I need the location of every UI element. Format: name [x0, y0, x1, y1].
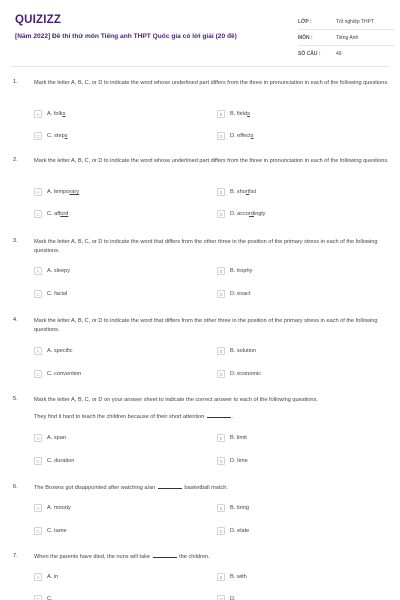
option-d[interactable]	[217, 210, 265, 218]
option-b[interactable]	[217, 188, 256, 196]
option-text: D. accordingly	[230, 211, 266, 217]
option-letter-box: B	[217, 504, 225, 512]
question-number: 1.	[13, 79, 18, 85]
option-c[interactable]	[34, 527, 67, 535]
option-b[interactable]	[217, 267, 252, 275]
document-header	[0, 0, 400, 68]
option-letter-box: A	[34, 110, 42, 118]
meta-value: Tiếng Anh	[336, 34, 359, 41]
option-c[interactable]	[34, 457, 74, 465]
option-text: A. moody	[47, 505, 71, 511]
option-text: A. sleepy	[47, 268, 71, 274]
option-b[interactable]	[217, 110, 250, 118]
meta-label: MÔN :	[298, 34, 313, 41]
option-b[interactable]	[217, 504, 249, 512]
question-text: Mark the letter A, B, C, or D to indicate the word whose underlined part differs from the three in pronunciation in each of the following questions.	[34, 158, 389, 164]
meta-row-grade	[298, 14, 394, 30]
option-letter-box: D	[217, 290, 225, 298]
question-text: The Browns got disappointed after watching a/an basketball match.	[34, 485, 228, 491]
option-text: B. solution	[230, 348, 257, 354]
option-a[interactable]	[34, 347, 73, 355]
option-text: A. in	[47, 574, 59, 580]
option-letter-box: C	[34, 370, 42, 378]
option-letter-box: B	[217, 347, 225, 355]
option-text: C. facial	[47, 291, 68, 297]
option-letter-box: D	[217, 132, 225, 140]
option-d[interactable]	[217, 370, 261, 378]
option-letter-box: A	[34, 267, 42, 275]
option-letter-box: C	[34, 290, 42, 298]
question-number: 5.	[13, 396, 18, 402]
option-text: D. economic	[230, 371, 262, 377]
option-c[interactable]	[34, 370, 81, 378]
option-letter-box: A	[34, 188, 42, 196]
document-title: [Năm 2022] Đề thi thử môn Tiếng anh THPT Quốc gia có lời giải (20 đề)	[15, 33, 237, 40]
option-letter-box: D	[217, 457, 225, 465]
option-text: C.	[47, 596, 53, 600]
option-text: B. fields	[230, 111, 250, 117]
option-letter-box: B	[217, 110, 225, 118]
question-number: 7.	[13, 553, 18, 559]
header-divider	[10, 66, 390, 67]
question-text: Mark the letter A, B, C, or D on your answer sheet to indicate the correct answer to each of the following questions.	[34, 397, 318, 403]
question-text: Mark the letter A, B, C, or D to indicate the word that differs from the other three in the position of the primary stress in each of the following questions.	[34, 239, 378, 254]
question-number: 4.	[13, 317, 18, 323]
question-number: 3.	[13, 238, 18, 244]
option-c[interactable]	[34, 595, 53, 600]
option-letter-box: B	[217, 267, 225, 275]
question-text: When the parents have died, the nuns will take the children.	[34, 554, 210, 560]
option-text: A. folks	[47, 111, 66, 117]
option-d[interactable]	[217, 457, 248, 465]
option-text: C. afford	[47, 211, 69, 217]
option-letter-box: C	[34, 210, 42, 218]
option-text: A. span	[47, 435, 66, 441]
option-text: C. duration	[47, 458, 75, 464]
option-d[interactable]	[217, 527, 249, 535]
question-number: 6.	[13, 484, 18, 490]
option-c[interactable]	[34, 210, 68, 218]
option-c[interactable]	[34, 132, 68, 140]
option-letter-box: B	[217, 573, 225, 581]
option-letter-box: D	[217, 370, 225, 378]
question-sentence: They find it hard to teach the children because of their short attention .	[34, 414, 234, 420]
question-text: Mark the letter A, B, C, or D to indicate the word that differs from the other three in the position of the primary stress in each of the following questions.	[34, 318, 378, 333]
option-text: D. effects	[230, 133, 254, 139]
option-d[interactable]	[217, 290, 251, 298]
option-d[interactable]	[217, 595, 236, 600]
option-text: B. trophy	[230, 268, 253, 274]
option-text: A. specific	[47, 348, 73, 354]
option-letter-box: B	[217, 188, 225, 196]
option-a[interactable]	[34, 110, 65, 118]
option-a[interactable]	[34, 267, 70, 275]
meta-value: 49	[336, 51, 342, 57]
option-c[interactable]	[34, 290, 67, 298]
option-letter-box: B	[217, 434, 225, 442]
option-letter-box: D	[217, 527, 225, 535]
option-letter-box: A	[34, 573, 42, 581]
quizizz-logo: QUIZIZZ	[15, 14, 62, 26]
option-b[interactable]	[217, 434, 247, 442]
option-b[interactable]	[217, 347, 256, 355]
option-a[interactable]	[34, 573, 58, 581]
option-text: D. elate	[230, 528, 250, 534]
answer-blank	[207, 417, 231, 418]
option-text: D. time	[230, 458, 248, 464]
meta-table	[298, 14, 394, 62]
option-letter-box: C	[34, 132, 42, 140]
option-letter-box: C	[34, 595, 42, 600]
option-text: B. with	[230, 574, 247, 580]
option-d[interactable]	[217, 132, 254, 140]
option-letter-box: D	[217, 595, 225, 600]
option-a[interactable]	[34, 188, 79, 196]
meta-label: SỐ CÂU :	[298, 51, 321, 57]
option-b[interactable]	[217, 573, 247, 581]
meta-row-subject	[298, 30, 394, 46]
option-text: A. temporary	[47, 189, 80, 195]
option-a[interactable]	[34, 434, 66, 442]
option-letter-box: D	[217, 210, 225, 218]
question-number: 2.	[13, 157, 18, 163]
question-text: Mark the letter A, B, C, or D to indicate the word whose underlined part differs from the three in pronunciation in each of the following questions.	[34, 80, 389, 86]
option-text: D.	[230, 596, 236, 600]
option-text: B. shortlist	[230, 189, 257, 195]
option-letter-box: A	[34, 504, 42, 512]
meta-value: Tốt nghiệp THPT	[336, 18, 374, 25]
option-text: C. tame	[47, 528, 67, 534]
meta-label: LỚP :	[298, 18, 312, 25]
option-letter-box: A	[34, 434, 42, 442]
option-text: B. tiring	[230, 505, 249, 511]
option-text: B. limit	[230, 435, 247, 441]
option-letter-box: C	[34, 527, 42, 535]
answer-blank	[153, 557, 177, 558]
option-text: C. steps	[47, 133, 68, 139]
option-text: C. convention	[47, 371, 82, 377]
option-letter-box: C	[34, 457, 42, 465]
option-a[interactable]	[34, 504, 71, 512]
answer-blank	[158, 488, 182, 489]
meta-row-count	[298, 46, 394, 62]
option-text: D. exact	[230, 291, 251, 297]
option-letter-box: A	[34, 347, 42, 355]
